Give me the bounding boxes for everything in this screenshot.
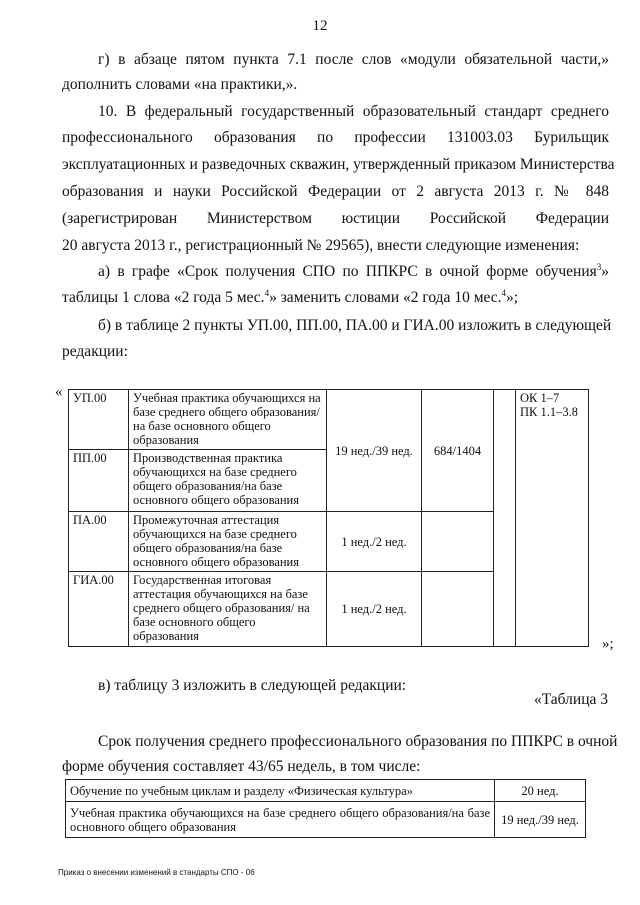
table-row — [66, 802, 586, 838]
para-a-line-2: таблицы 1 слова «2 года 5 мес.$^4$» заменить словами «2 года 10 мес.$^4$»; — [62, 288, 519, 306]
para-10-line-2: профессионального образования по профессии 131003.03 Бурильщик — [62, 129, 609, 146]
row-code: ГИА.00 — [69, 572, 129, 647]
footer-note: Приказ о внесении изменений в стандарты СПО - 06 — [58, 868, 255, 877]
row-description: Учебная практика обучающихся на базе среднего общего образования/на базе основного общего образования — [129, 390, 327, 450]
page-number: 12 — [312, 18, 328, 34]
row-code: ПА.00 — [69, 512, 129, 572]
row-description: Производственная практика обучающихся на базе среднего общего образования/на базе основного общего образования — [129, 450, 327, 512]
row-description: Промежуточная аттестация обучающихся на базе среднего общего образования/на базе основного общего образования — [129, 512, 327, 572]
para-g-line-1: г) в абзаце пятом пункта 7.1 после слов «модули обязательной части,» — [98, 51, 609, 68]
para-10-line-1: 10. В федеральный государственный образовательный стандарт среднего — [98, 103, 609, 120]
empty-cell — [422, 572, 494, 647]
row-value: 20 нед. — [495, 780, 586, 802]
row-code: УП.00 — [69, 390, 129, 450]
table-close-quote: »; — [602, 636, 614, 652]
row-value: 19 нед./39 нед. — [495, 802, 586, 838]
para-b-line-2: редакции: — [62, 343, 128, 360]
srok-line-1: Срок получения среднего профессионального образования по ППКРС в очной — [98, 733, 618, 750]
table-3-label: «Таблица 3 — [533, 691, 608, 708]
empty-cell — [422, 512, 494, 572]
competencies-cell: ОК 1–7 ПК 1.1–3.8 — [516, 390, 589, 647]
srok-line-2: форме обучения составляет 43/65 недель, в том числе: — [62, 758, 421, 775]
table-3 — [65, 779, 586, 838]
weeks-cell: 1 нед./2 нед. — [327, 572, 422, 647]
para-g-line-2: дополнить словами «на практики,». — [62, 76, 298, 93]
hours-cell: 684/1404 — [422, 390, 494, 512]
practice-table — [68, 389, 589, 647]
row-code: ПП.00 — [69, 450, 129, 512]
weeks-cell: 1 нед./2 нед. — [327, 512, 422, 572]
weeks-cell: 19 нед./39 нед. — [327, 390, 422, 512]
row-description: Государственная итоговая аттестация обучающихся на базе среднего общего образования/ на базе основного общего образования — [129, 572, 327, 647]
table-row — [69, 390, 589, 450]
row-description: Учебная практика обучающихся на базе среднего общего образования/на базе основного общего образования — [66, 802, 495, 838]
para-10-line-5: (зарегистрирован Министерством юстиции Российской Федерации — [62, 210, 609, 227]
row-description: Обучение по учебным циклам и разделу «Физическая культура» — [66, 780, 495, 802]
para-10-line-4: образования и науки Российской Федерации от 2 августа 2013 г. № 848 — [62, 183, 609, 200]
para-a-line-1: а) в графе «Срок получения СПО по ППКРС в очной форме обучения$^3$» — [98, 262, 609, 280]
para-b-line-1: б) в таблице 2 пункты УП.00, ПП.00, ПА.00 и ГИА.00 изложить в следующей — [98, 317, 612, 334]
table-open-quote: « — [55, 384, 63, 400]
empty-cell — [494, 390, 516, 647]
para-10-line-3: эксплуатационных и разведочных скважин, утвержденный приказом Министерства — [62, 156, 615, 173]
para-10-line-6: 20 августа 2013 г., регистрационный № 29565), внести следующие изменения: — [62, 237, 580, 254]
table-row — [66, 780, 586, 802]
para-v-line-1: в) таблицу 3 изложить в следующей редакции: — [98, 677, 407, 694]
